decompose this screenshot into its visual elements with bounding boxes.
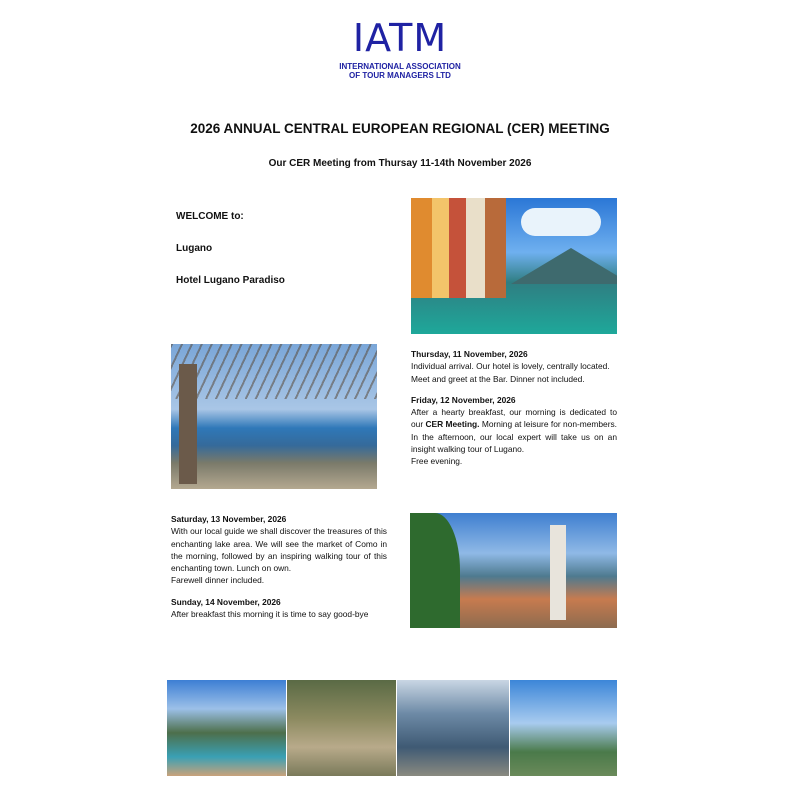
friday-text: After a hearty breakfast, our morning is dedicated to our CER Meeting. Morning at leisure for non-members. In the afternoon, our local expert will take us on an insight walking tour of Lugano.	[411, 407, 618, 455]
photo-strip-building	[397, 680, 509, 776]
photo-trunk-shape	[179, 364, 197, 484]
photo-strip-alley	[287, 680, 396, 776]
welcome-heading: WELCOME to:	[176, 211, 244, 222]
logo: IATM	[352, 16, 448, 60]
photo-cloud-shape	[521, 208, 601, 236]
friday-heading: Friday, 12 November, 2026	[411, 394, 516, 405]
photo-branches-shape	[171, 344, 377, 399]
saturday-heading: Saturday, 13 November, 2026	[171, 514, 287, 524]
days-sat-sun	[171, 513, 387, 620]
photo-mountain-shape	[511, 248, 617, 284]
page-title: 2026 ANNUAL CENTRAL EUROPEAN REGIONAL (CER) MEETING	[190, 121, 610, 136]
friday-text-bold: CER Meeting.	[425, 419, 480, 430]
logo-line-2: OF TOUR MANAGERS LTD	[349, 71, 451, 80]
friday-text-2: Free evening.	[411, 456, 463, 467]
photo-lugano-tower	[410, 513, 617, 628]
sunday-heading: Sunday, 14 November, 2026	[171, 596, 281, 607]
photo-tree-shape	[410, 513, 460, 628]
saturday-text-2: Farewell dinner included.	[171, 575, 265, 586]
thursday-heading: Thursday, 11 November, 2026	[411, 349, 528, 359]
thursday-text: Individual arrival. Our hotel is lovely, centrally located.	[411, 361, 610, 372]
photo-houses-shape	[411, 198, 506, 298]
days-thu-fri	[411, 348, 617, 468]
photo-tower-shape	[550, 525, 566, 620]
page-subtitle: Our CER Meeting from Thursay 11-14th November 2026	[268, 158, 532, 169]
photo-strip-park	[510, 680, 617, 776]
logo-subtitle	[0, 62, 800, 80]
photo-lakeside-houses	[411, 198, 617, 334]
photo-strip-lake-village	[167, 680, 286, 776]
welcome-city: Lugano	[176, 243, 213, 254]
sunday-text: After breakfast this morning it is time to say good-bye	[171, 609, 369, 620]
thursday-text-2: Meet and greet at the Bar. Dinner not included.	[411, 373, 585, 384]
photo-tree-lake	[171, 344, 377, 489]
saturday-text: With our local guide we shall discover the treasures of this enchanting lake area. We will see the market of Como in the morning, followed by an inspiring walking tour of this enchanting town. Lunch on own.	[171, 526, 387, 574]
logo-line-1: INTERNATIONAL ASSOCIATION	[339, 62, 461, 71]
welcome-hotel: Hotel Lugano Paradiso	[176, 275, 285, 286]
